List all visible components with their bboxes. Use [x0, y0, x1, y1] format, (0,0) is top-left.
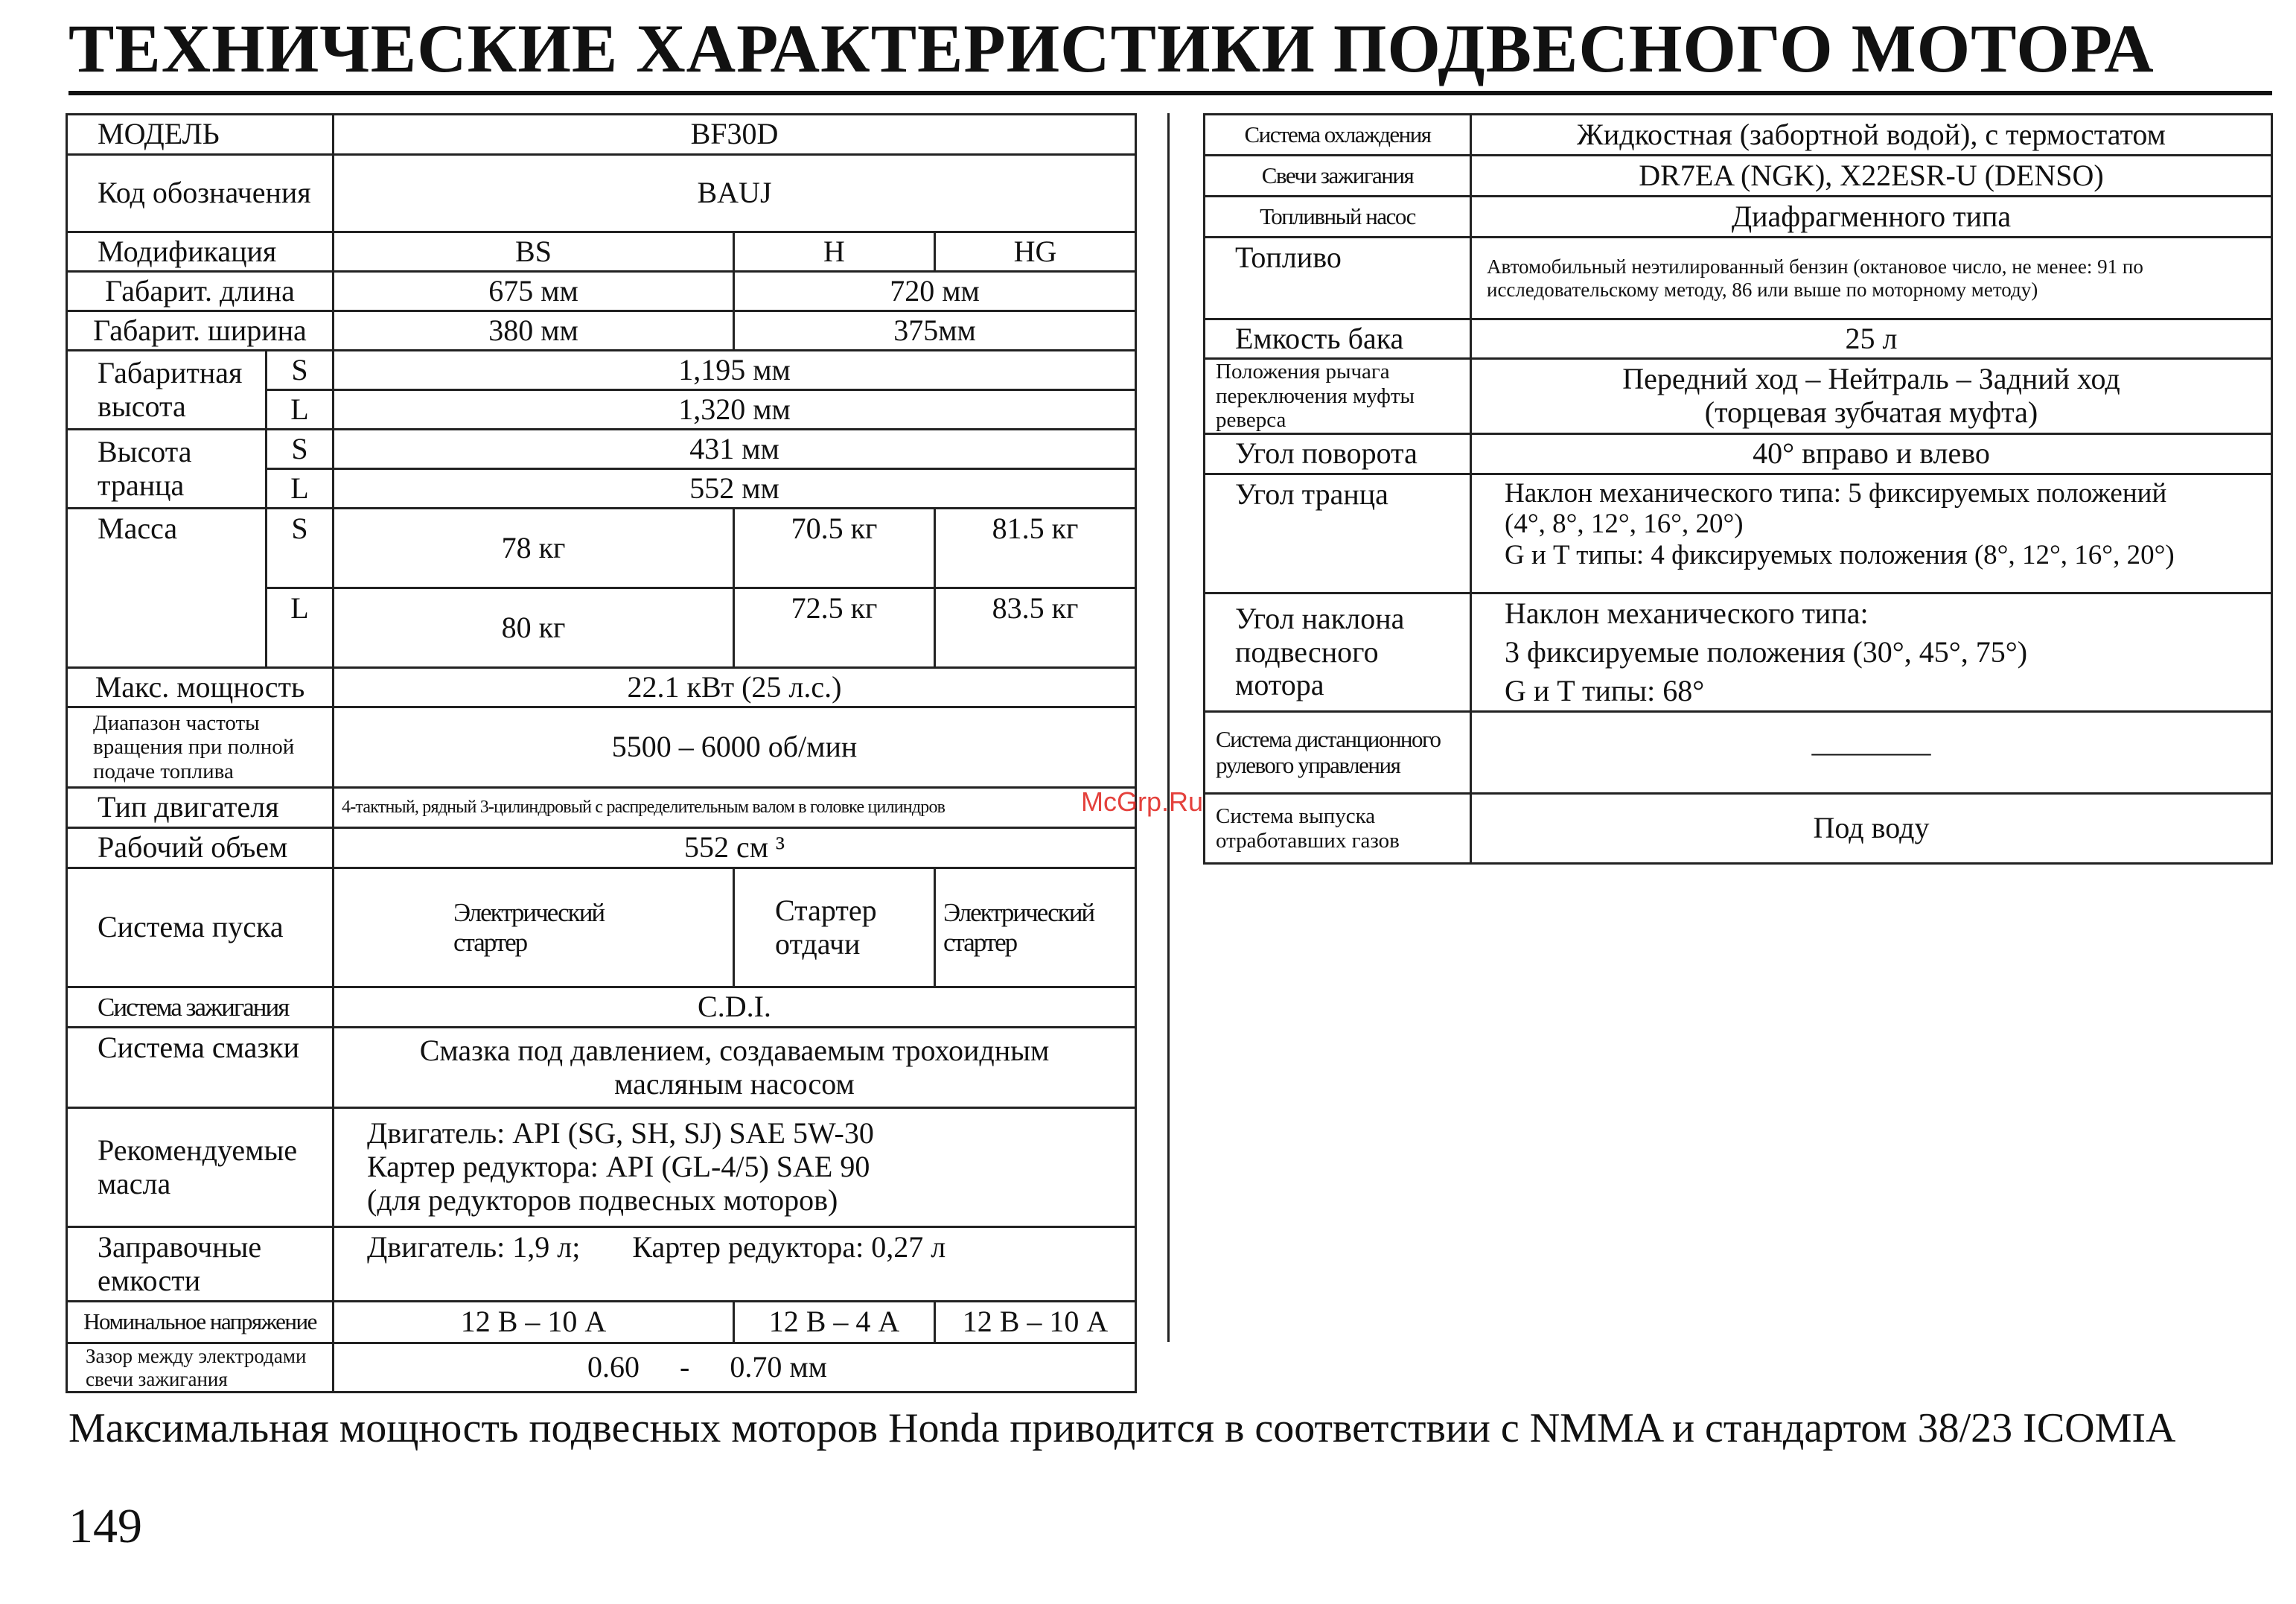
gap-value [334, 1343, 1136, 1393]
lube-label: Система смазки [67, 1028, 334, 1108]
transom-label: Высота транца [67, 430, 267, 509]
tangle-line-2: (4°, 8°, 12°, 16°, 20°) [1505, 509, 1744, 540]
length-h-hg: 720 мм [734, 272, 1136, 311]
row-displacement [67, 828, 1136, 868]
code-label: Код обозначения [67, 155, 334, 232]
fuel-value: Автомобильный неэтилированный бензин (октановое число, не менее: 91 по исследовательскому методу, 86 или выше по моторному методу) [1471, 238, 2272, 319]
gap-label: Зазор между электродами свечи зажигания [67, 1343, 334, 1393]
mass-s-hg: 81.5 кг [935, 509, 1136, 588]
lube-value: Смазка под давлением, создаваемым трохоидным масляным насосом [334, 1028, 1136, 1108]
tank-label: Емкость бака [1205, 319, 1471, 359]
cap-label: Заправочные емкости [67, 1227, 334, 1302]
row-plug-gap [67, 1343, 1136, 1393]
ign-label: Система зажигания [67, 987, 334, 1028]
oil-label: Рекомендуемые масла [67, 1108, 334, 1227]
plugs-label: Свечи зажигания [1205, 156, 1471, 197]
cool-label: Система охлаждения [1205, 115, 1471, 156]
ign-value: C.D.I. [334, 987, 1136, 1028]
tilt-line-3: G и T типы: 68° [1505, 674, 1705, 707]
row-engine-type [67, 788, 1136, 828]
tilt-line-1: Наклон механического типа: [1505, 596, 1869, 630]
transom-l-key: L [267, 469, 334, 509]
row-steering [1205, 434, 2272, 474]
row-length [67, 272, 1136, 311]
steer-value: 40° вправо и влево [1471, 434, 2272, 474]
width-bs: 380 мм [334, 311, 734, 351]
volt-bs: 12 В – 10 А [334, 1302, 734, 1343]
model-value: BF30D [334, 115, 1136, 155]
cool-value: Жидкостная (забортной водой), с термостатом [1471, 115, 2272, 156]
mod-hg: HG [935, 232, 1136, 272]
row-spark-plugs [1205, 156, 2272, 197]
oil-value [334, 1108, 1136, 1227]
transom-s-value: 431 мм [334, 430, 1136, 469]
row-modification [67, 232, 1136, 272]
start-hg: Электрический стартер [935, 868, 1136, 987]
row-mass-s [67, 509, 1136, 588]
gap-from: 0.60 [587, 1350, 640, 1384]
width-h-hg: 375мм [734, 311, 1136, 351]
mod-h: H [734, 232, 935, 272]
row-fuel-pump [1205, 197, 2272, 238]
row-code [67, 155, 1136, 232]
remote-label: Система дистанционного рулевого управления [1205, 712, 1471, 794]
rpm-value: 5500 – 6000 об/мин [334, 707, 1136, 788]
transom-l-value: 552 мм [334, 469, 1136, 509]
mass-s-h: 70.5 кг [734, 509, 935, 588]
row-height-s [67, 351, 1136, 390]
oil-line-engine: Двигатель: API (SG, SH, SJ) SAE 5W-30 [367, 1116, 874, 1151]
row-tilt-angle [1205, 593, 2272, 712]
mod-label: Модификация [67, 232, 334, 272]
start-label: Система пуска [67, 868, 334, 987]
row-voltage [67, 1302, 1136, 1343]
row-model [67, 115, 1136, 155]
gap-dash: - [680, 1350, 690, 1384]
row-ignition [67, 987, 1136, 1028]
length-bs: 675 мм [334, 272, 734, 311]
mass-s-key: S [267, 509, 334, 588]
row-exhaust [1205, 794, 2272, 864]
height-l-value: 1,320 мм [334, 390, 1136, 430]
rpm-label: Диапазон частоты вращения при полной подаче топлива [67, 707, 334, 788]
row-start [67, 868, 1136, 987]
length-label: Габарит. длина [67, 272, 334, 311]
row-fuel [1205, 238, 2272, 319]
row-lubrication [67, 1028, 1136, 1108]
engine-label: Тип двигателя [67, 788, 334, 828]
row-oils [67, 1108, 1136, 1227]
row-capacities [67, 1227, 1136, 1302]
model-label: МОДЕЛЬ [67, 115, 334, 155]
engine-value: 4-тактный, рядный 3-цилиндровый с распределительным валом в головке цилиндров [334, 788, 1136, 828]
cap-engine: Двигатель: 1,9 л; [367, 1230, 581, 1264]
mass-s-bs: 78 кг [334, 509, 734, 588]
tilt-label: Угол наклона подвесного мотора [1205, 593, 1471, 712]
row-transom-angle [1205, 474, 2272, 593]
shift-positions: Передний ход – Нейтраль – Задний ход [1622, 362, 2120, 396]
transom-s-key: S [267, 430, 334, 469]
volt-hg: 12 В – 10 А [935, 1302, 1136, 1343]
exhaust-label: Система выпуска отработавших газов [1205, 794, 1471, 864]
row-power [67, 668, 1136, 707]
row-remote-steering [1205, 712, 2272, 794]
row-width [67, 311, 1136, 351]
code-value: BAUJ [334, 155, 1136, 232]
tangle-value [1471, 474, 2272, 593]
tilt-value [1471, 593, 2272, 712]
power-label: Макс. мощность [67, 668, 334, 707]
row-rpm [67, 707, 1136, 788]
tank-value: 25 л [1471, 319, 2272, 359]
row-tank [1205, 319, 2272, 359]
start-h: Стартер отдачи [734, 868, 935, 987]
mass-l-bs: 80 кг [334, 588, 734, 668]
power-value: 22.1 кВт (25 л.с.) [334, 668, 1136, 707]
page-number: 149 [68, 1499, 142, 1553]
tilt-line-2: 3 фиксируемые положения (30°, 45°, 75°) [1505, 635, 2028, 669]
mass-label: Масса [67, 509, 267, 668]
shift-value [1471, 359, 2272, 434]
height-l-key: L [267, 390, 334, 430]
cap-gear: Картер редуктора: 0,27 л [632, 1230, 946, 1264]
row-transom-s [67, 430, 1136, 469]
oil-line-gear: Картер редуктора: API (GL-4/5) SAE 90 [367, 1150, 870, 1184]
right-spec-table [1203, 113, 2273, 865]
tangle-label: Угол транца [1205, 474, 1471, 593]
row-shift-lever [1205, 359, 2272, 434]
shift-clutch: (торцевая зубчатая муфта) [1704, 395, 2038, 429]
mod-bs: BS [334, 232, 734, 272]
cap-value [334, 1227, 1136, 1302]
pump-label: Топливный насос [1205, 197, 1471, 238]
oil-line-note: (для редукторов подвесных моторов) [367, 1183, 838, 1217]
volt-label: Номинальное напряжение [67, 1302, 334, 1343]
start-bs: Электрический стартер [334, 868, 734, 987]
disp-value: 552 см ³ [334, 828, 1136, 868]
volt-h: 12 В – 4 А [734, 1302, 935, 1343]
mass-l-key: L [267, 588, 334, 668]
left-spec-table [66, 113, 1137, 1393]
exhaust-value: Под воду [1471, 794, 2272, 864]
tangle-line-1: Наклон механического типа: 5 фиксируемых положений [1505, 478, 2167, 509]
pump-value: Диафрагменного типа [1471, 197, 2272, 238]
mass-l-h: 72.5 кг [734, 588, 935, 668]
tangle-line-3: G и T типы: 4 фиксируемых положения (8°, 12°, 16°, 20°) [1505, 539, 2175, 570]
page-title: ТЕХНИЧЕСКИЕ ХАРАКТЕРИСТИКИ ПОДВЕСНОГО МОТОРА [68, 10, 2155, 86]
height-s-key: S [267, 351, 334, 390]
height-label: Габаритная высота [67, 351, 267, 430]
fuel-label: Топливо [1205, 238, 1471, 319]
power-footnote: Максимальная мощность подвесных моторов Honda приводится в соответствии с NMMA и стандартом 38/23 ICOMIA [68, 1405, 2176, 1451]
shift-label: Положения рычага переключения муфты реверса [1205, 359, 1471, 434]
column-divider [1167, 113, 1170, 1342]
disp-label: Рабочий объем [67, 828, 334, 868]
mass-l-hg: 83.5 кг [935, 588, 1136, 668]
remote-value: ———— [1471, 712, 2272, 794]
plugs-value: DR7EA (NGK), X22ESR-U (DENSO) [1471, 156, 2272, 197]
title-underline [68, 91, 2272, 95]
row-cooling [1205, 115, 2272, 156]
width-label: Габарит. ширина [67, 311, 334, 351]
steer-label: Угол поворота [1205, 434, 1471, 474]
watermark-text: McGrp.Ru [1081, 786, 1204, 817]
gap-to: 0.70 мм [730, 1350, 827, 1384]
height-s-value: 1,195 мм [334, 351, 1136, 390]
